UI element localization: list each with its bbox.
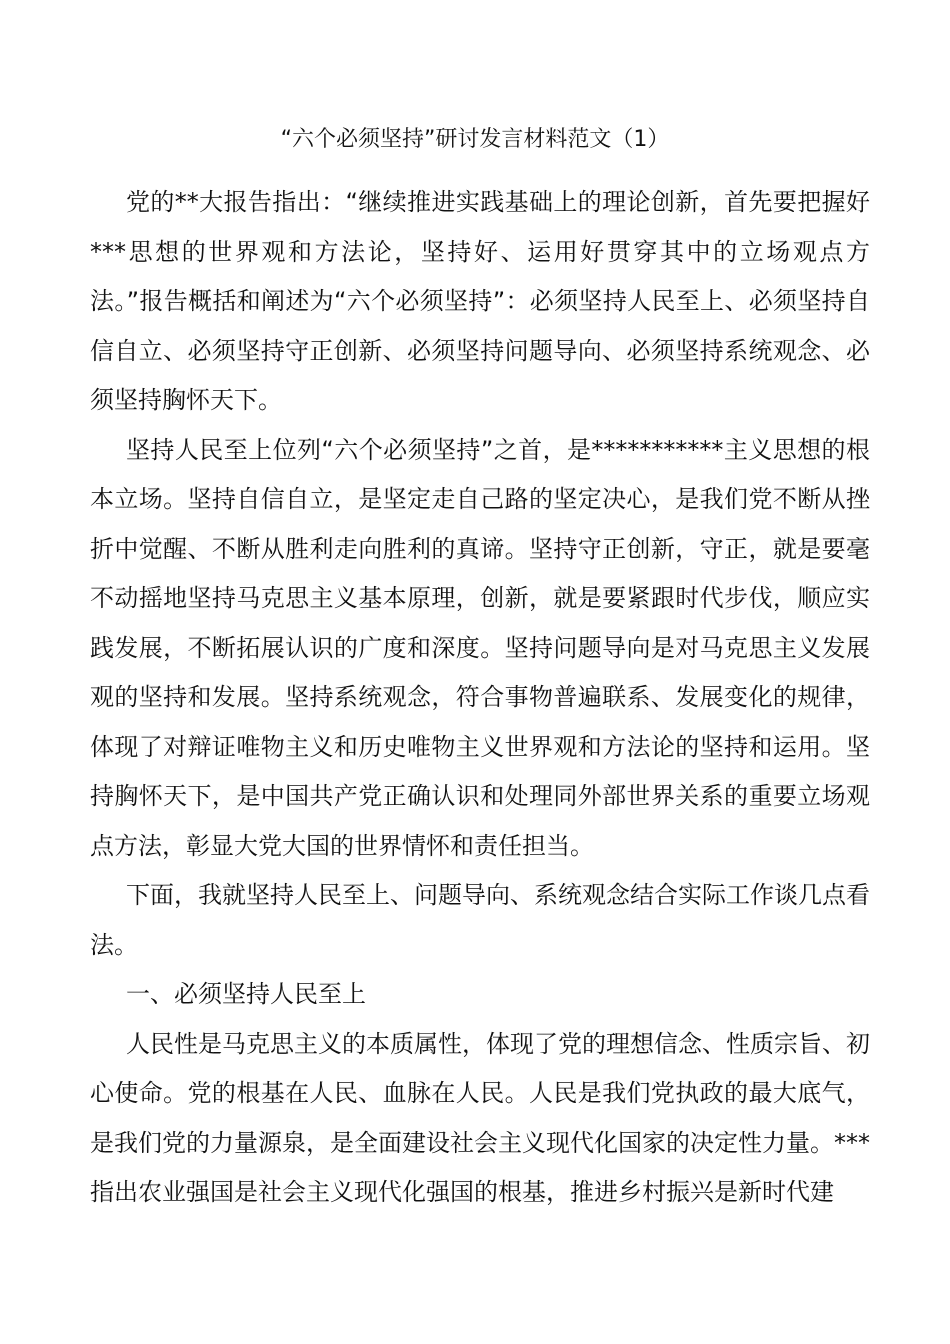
- document-body: [90, 178, 870, 1218]
- paragraph-intro: 党的**大报告指出：“继续推进实践基础上的理论创新，首先要把握好***思想的世界观和方法论，坚持好、运用好贯穿其中的立场观点方法。”报告概括和阐述为“六个必须坚持”：必须坚持人民至上、必须坚持自信自立、必须坚持守正创新、必须坚持问题导向、必须坚持系统观念、必须坚持胸怀天下。: [90, 188, 870, 414]
- paragraph-people-first: 人民性是马克思主义的本质属性，体现了党的理想信念、性质宗旨、初心使命。党的根基在人民、血脉在人民。人民是我们党执政的最大底气，是我们党的力量源泉，是全面建设社会主义现代化国家的决定性力量。***指出农业强国是社会主义现代化强国的根基，推进乡村振兴是新时代建: [90, 1029, 870, 1206]
- paragraph-six-principles: 坚持人民至上位列“六个必须坚持”之首，是***********主义思想的根本立场。坚持自信自立，是坚定走自己路的坚定决心，是我们党不断从挫折中觉醒、不断从胜利走向胜利的真谛。坚持守正创新，守正，就是要毫不动摇地坚持马克思主义基本原理，创新，就是要紧跟时代步伐，顺应实践发展，不断拓展认识的广度和深度。坚持问题导向是对马克思主义发展观的坚持和发展。坚持系统观念，符合事物普遍联系、发展变化的规律，体现了对辩证唯物主义和历史唯物主义世界观和方法论的坚持和运用。坚持胸怀天下，是中国共产党正确认识和处理同外部世界关系的重要立场观点方法，彰显大党大国的世界情怀和责任担当。: [90, 435, 870, 860]
- document-title: “六个必须坚持”研讨发言材料范文（1）: [280, 127, 670, 152]
- section-heading-1: 一、必须坚持人民至上: [126, 980, 366, 1008]
- paragraph-outline: 下面，我就坚持人民至上、问题导向、系统观念结合实际工作谈几点看法。: [90, 881, 870, 959]
